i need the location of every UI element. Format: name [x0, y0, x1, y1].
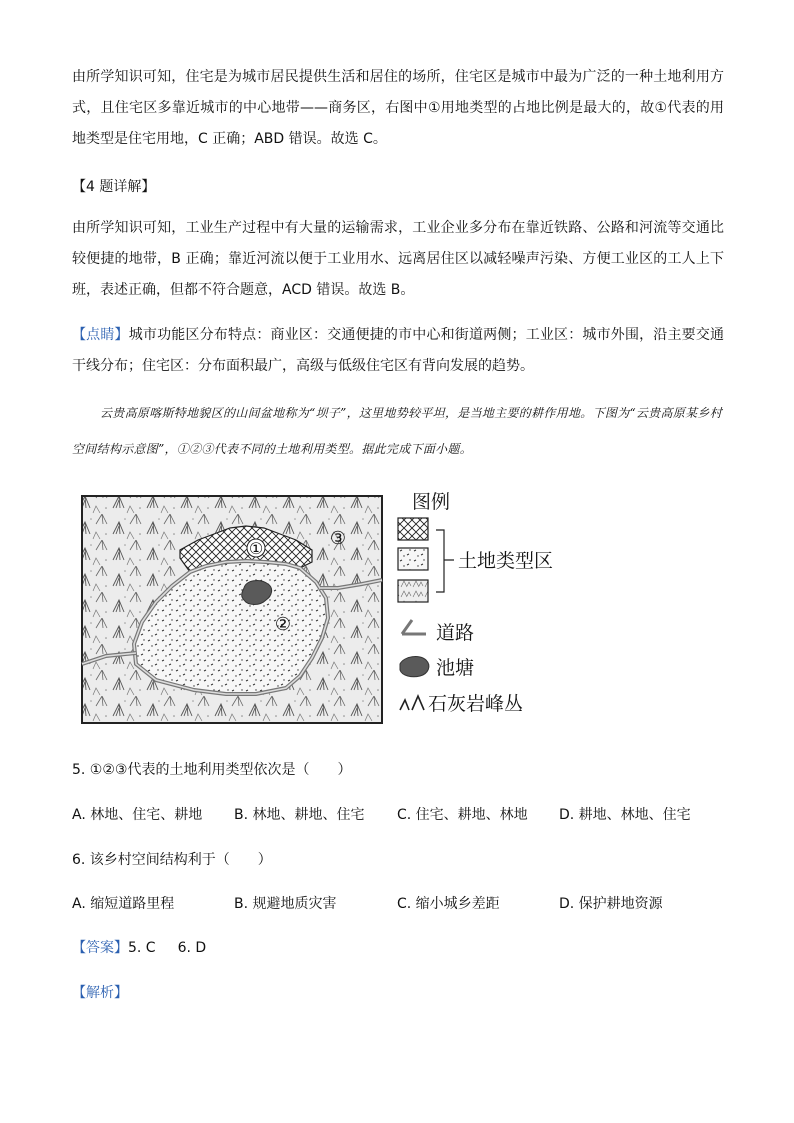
marker-3	[330, 528, 346, 549]
village-structure-figure	[76, 488, 556, 728]
marker-2	[275, 614, 291, 635]
question-6-stem: 6. 该乡村空间结构利于（ ）	[72, 852, 272, 868]
circle-mark-1: ①	[427, 100, 441, 116]
q6-option-c[interactable]: C. 缩小城乡差距	[397, 896, 500, 912]
dianjing-label: 【点睛】	[72, 327, 129, 343]
paragraph-explanation-4: 由所学知识可知，工业生产过程中有大量的运输需求，工业企业多分布在靠近铁路、公路和河流等交通比较便捷的地带，B 正确；靠近河流以便于工业用水、远离居住区以减轻噪声污染、方便工业区的工人上下班，表述正确，但都不符合题意，ACD 错误。故选 B。	[72, 220, 724, 298]
legend-bracket	[436, 530, 454, 592]
answer-label: 【答案】	[72, 940, 128, 956]
q5-option-d[interactable]: D. 耕地、林地、住宅	[559, 807, 691, 823]
legend-peak-symbol	[400, 696, 424, 710]
legend	[398, 491, 553, 715]
para1-text-a: 由所学知识可知，住宅是为城市居民提供生活和居住的场所，住宅区是城市中最为广泛的一种土地利用方式，且住宅区多靠近城市的中心地带——商务区，右图中	[72, 69, 724, 116]
legend-title: 图例	[412, 491, 451, 513]
svg-text:①: ①	[248, 539, 264, 558]
legend-swatch-dots	[398, 548, 428, 570]
answer-5: 5. C	[128, 940, 156, 956]
paragraph-explanation-3	[72, 62, 724, 155]
legend-swatch-forest	[398, 580, 428, 602]
para1-text-c: 代表的用地类型是住宅用地，C 正确；ABD 错误。故选 C。	[72, 100, 725, 147]
dianjing-text: 城市功能区分布特点：商业区：交通便捷的市中心和街道两侧；工业区：城市外围，沿主要交通干线分布；住宅区：分布面积最广，高级与低级住宅区有背向发展的趋势。	[72, 327, 725, 374]
answer-line	[72, 938, 206, 958]
q5-option-c[interactable]: C. 住宅、耕地、林地	[397, 807, 528, 823]
answer-6: 6. D	[177, 940, 207, 956]
q6-option-d[interactable]: D. 保护耕地资源	[559, 896, 663, 912]
legend-swatch-hatch	[398, 518, 428, 540]
paragraph-dianjing	[72, 320, 724, 382]
q6-option-b[interactable]: B. 规避地质灾害	[234, 896, 337, 912]
legend-land-label: 土地类型区	[458, 550, 554, 572]
para1-text-b: 用地类型的占地比例是最大的，故	[440, 100, 655, 116]
legend-pond-symbol	[400, 657, 429, 677]
svg-text:②: ②	[274, 614, 292, 635]
q6-option-a[interactable]: A. 缩短道路里程	[72, 896, 175, 912]
legend-pond-label: 池塘	[436, 657, 475, 679]
question-5-stem: 5. ①②③代表的土地利用类型依次是（ ）	[72, 762, 352, 778]
legend-road-symbol	[402, 620, 426, 634]
q5-option-b[interactable]: B. 林地、耕地、住宅	[234, 807, 365, 823]
analysis-heading: 【解析】	[72, 985, 128, 1001]
circle-mark-1-repeat: ①	[654, 100, 668, 116]
legend-road-label: 道路	[436, 622, 475, 644]
section-heading-q4: 【4 题详解】	[72, 179, 156, 195]
question-intro: 云贵高原喀斯特地貌区的山间盆地称为“坝子”，这里地势较平坦，是当地主要的耕作用地。下图为“云贵高原某乡村空间结构示意图”，①②③代表不同的土地利用类型。据此完成下面小题。	[72, 406, 723, 456]
marker-1	[247, 539, 265, 558]
legend-peak-label: 石灰岩峰丛	[428, 693, 524, 715]
q5-option-a[interactable]: A. 林地、住宅、耕地	[72, 807, 203, 823]
svg-text:③: ③	[329, 528, 347, 549]
